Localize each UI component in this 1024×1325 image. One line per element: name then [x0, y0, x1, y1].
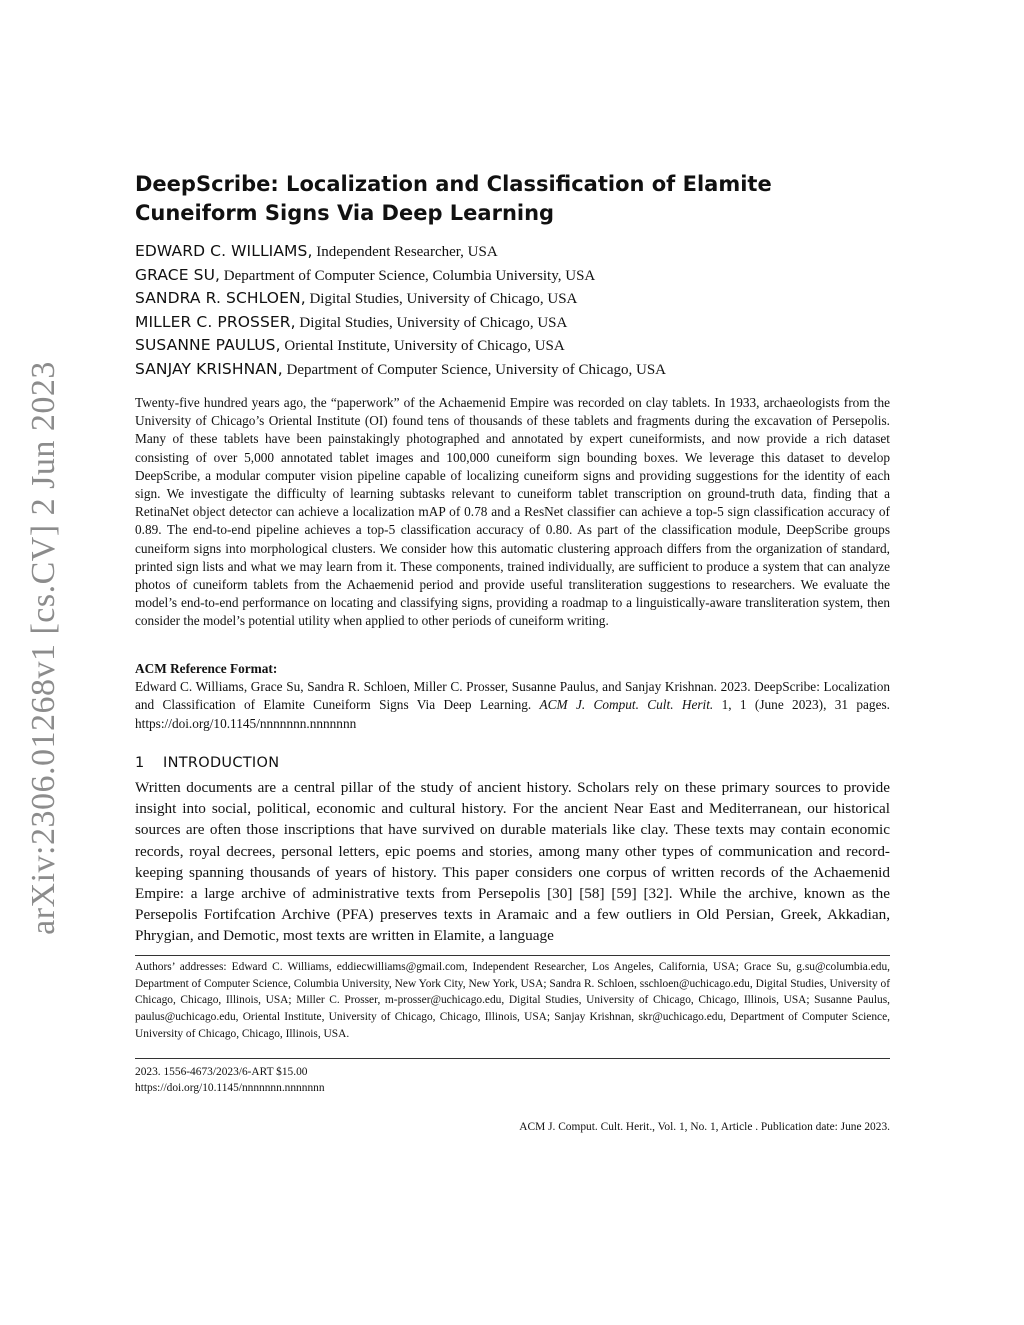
- author-affiliation: Department of Computer Science, Columbia University, USA: [220, 267, 596, 284]
- author-affiliation: Digital Studies, University of Chicago, USA: [295, 314, 568, 331]
- doi-line: https://doi.org/10.1145/nnnnnnn.nnnnnnn: [135, 1082, 325, 1094]
- authors-addresses: Authors’ addresses: Edward C. Williams, eddiecwilliams@gmail.com, Independent Researcher, Los Angeles, California, USA; Grace Su, g.su@columbia.edu, Department of Computer Science, Columbia University, New York City, New York, USA; Sandra R. Schloen, sschloen@uchicago.edu, Digital Studies, University of Chicago, Chicago, Illinois, USA; Miller C. Prosser, m-prosser@uchicago.edu, Digital Studies, University of Chicago, Chicago, Illinois, USA; Susanne Paulus, paulus@uchicago.edu, Oriental Institute, University of Chicago, Chicago, Illinois, USA; Sanjay Krishnan, skr@uchicago.edu, Department of Computer Science, University of Chicago, Chicago, Illinois, USA.: [135, 961, 890, 1040]
- author-affiliation: Digital Studies, University of Chicago, USA: [305, 291, 578, 307]
- author-entry: [135, 242, 895, 266]
- acm-reference-journal: ACM J. Comput. Cult. Herit.: [539, 697, 714, 713]
- author-name: SANJAY KRISHNAN,: [135, 359, 283, 378]
- running-footer: ACM J. Comput. Cult. Herit., Vol. 1, No. 1, Article . Publication date: June 2023.: [519, 1121, 890, 1133]
- paper-title: DeepScribe: Localization and Classification of Elamite Cuneiform Signs Via Deep Learning: [135, 172, 772, 225]
- acm-reference-citation: Edward C. Williams, Grace Su, Sandra R. Schloen, Miller C. Prosser, Susanne Paulus, and Sanjay Krishnan. 2023. DeepScribe: Localization and Classification of Elamite Cuneiform Signs Via Deep Learning.: [135, 679, 890, 713]
- section-number: 1: [135, 755, 145, 771]
- author-entry: [135, 336, 895, 360]
- author-name: SUSANNE PAULUS,: [135, 336, 281, 354]
- copyright-line: 2023. 1556-4673/2023/6-ART $15.00: [135, 1066, 308, 1078]
- section-title: INTRODUCTION: [163, 755, 280, 771]
- author-entry: [135, 360, 895, 384]
- author-name: SANDRA R. SCHLOEN,: [135, 289, 306, 307]
- copyright-block: [135, 1064, 890, 1096]
- arxiv-id: arXiv:2306.01268v1 [cs.CV] 2 Jun 2023: [25, 361, 62, 935]
- author-affiliation: Oriental Institute, University of Chicago, USA: [280, 338, 565, 354]
- author-entry: [135, 266, 895, 290]
- copyright-divider: [135, 1058, 890, 1059]
- acm-reference-text: [135, 678, 890, 733]
- acm-reference-heading: ACM Reference Format:: [135, 661, 278, 676]
- arxiv-sidebar-stamp: [0, 0, 72, 1325]
- introduction-body: Written documents are a central pillar of the study of ancient history. Scholars rely on these primary sources to provide insight into social, political, economic and cultural history. For the ancient Near East and Mediterranean, our historical sources are often those inscriptions that have survived on durable materials like clay. These texts may contain economic records, royal decrees, personal letters, epic poems and stories, among many other types of communication and record-keeping spanning thousands of years of history. This paper considers one corpus of written records of the Achaemenid Empire: a large archive of administrative texts from Persepolis [30] [58] [59] [32]. While the archive, known as the Persepolis Fortifcation Archive (PFA) preserves texts in Aramaic and a few outliers in Old Persian, Greek, Akkadian, Phrygian, and Demotic, most texts are written in Elamite, a language: [135, 779, 890, 945]
- abstract: Twenty-five hundred years ago, the “paperwork” of the Achaemenid Empire was recorded on clay tablets. In 1933, archaeologists from the University of Chicago’s Oriental Institute (OI) found tens of thousands of these tablets and fragments during the excavation of Persepolis. Many of these tablets have been painstakingly photographed and annotated by expert cuneiformists, and now provide a rich dataset consisting of over 5,000 annotated tablet images and 100,000 cuneiform sign bounding boxes. We leverage this dataset to develop DeepScribe, a modular computer vision pipeline capable of localizing cuneiform signs and providing suggestions for the identity of each sign. We investigate the difficulty of learning subtasks relevant to cuneiform tablet transcription on ground-truth data, finding that a RetinaNet object detector can achieve a localization mAP of 0.78 and a ResNet classifier can achieve a top-5 sign classification accuracy of 0.89. The end-to-end pipeline achieves a top-5 classification accuracy of 0.80. As part of the classification module, DeepScribe groups cuneiform signs into morphological clusters. We consider how this automatic clustering approach differs from the organization of standard, printed sign lists and what we may learn from it. These components, trained individually, are sufficient to produce a system that can analyze photos of cuneiform tablets from the Achaemenid period and provide useful transliteration suggestions to researchers. We evaluate the model’s end-to-end performance on locating and classifying signs, providing a roadmap to a linguistically-aware transliteration system, then consider the model’s potential utility when applied to other periods of cuneiform writing.: [135, 395, 890, 629]
- author-name: GRACE SU,: [135, 265, 221, 284]
- acm-reference-format: [135, 660, 890, 733]
- footnote-divider: [135, 955, 890, 956]
- author-affiliation: Independent Researcher, USA: [312, 244, 498, 260]
- author-name: EDWARD C. WILLIAMS,: [135, 242, 313, 260]
- author-affiliation: Department of Computer Science, University of Chicago, USA: [282, 361, 666, 378]
- author-entry: [135, 313, 895, 337]
- acm-reference-details: 1, 1 (June 2023), 31 pages. https://doi.org/10.1145/nnnnnnn.nnnnnnn: [135, 697, 890, 731]
- author-list: [135, 242, 895, 383]
- introduction-section: [135, 755, 890, 947]
- author-name: MILLER C. PROSSER,: [135, 312, 296, 331]
- author-entry: [135, 289, 895, 313]
- section-heading: [135, 755, 890, 777]
